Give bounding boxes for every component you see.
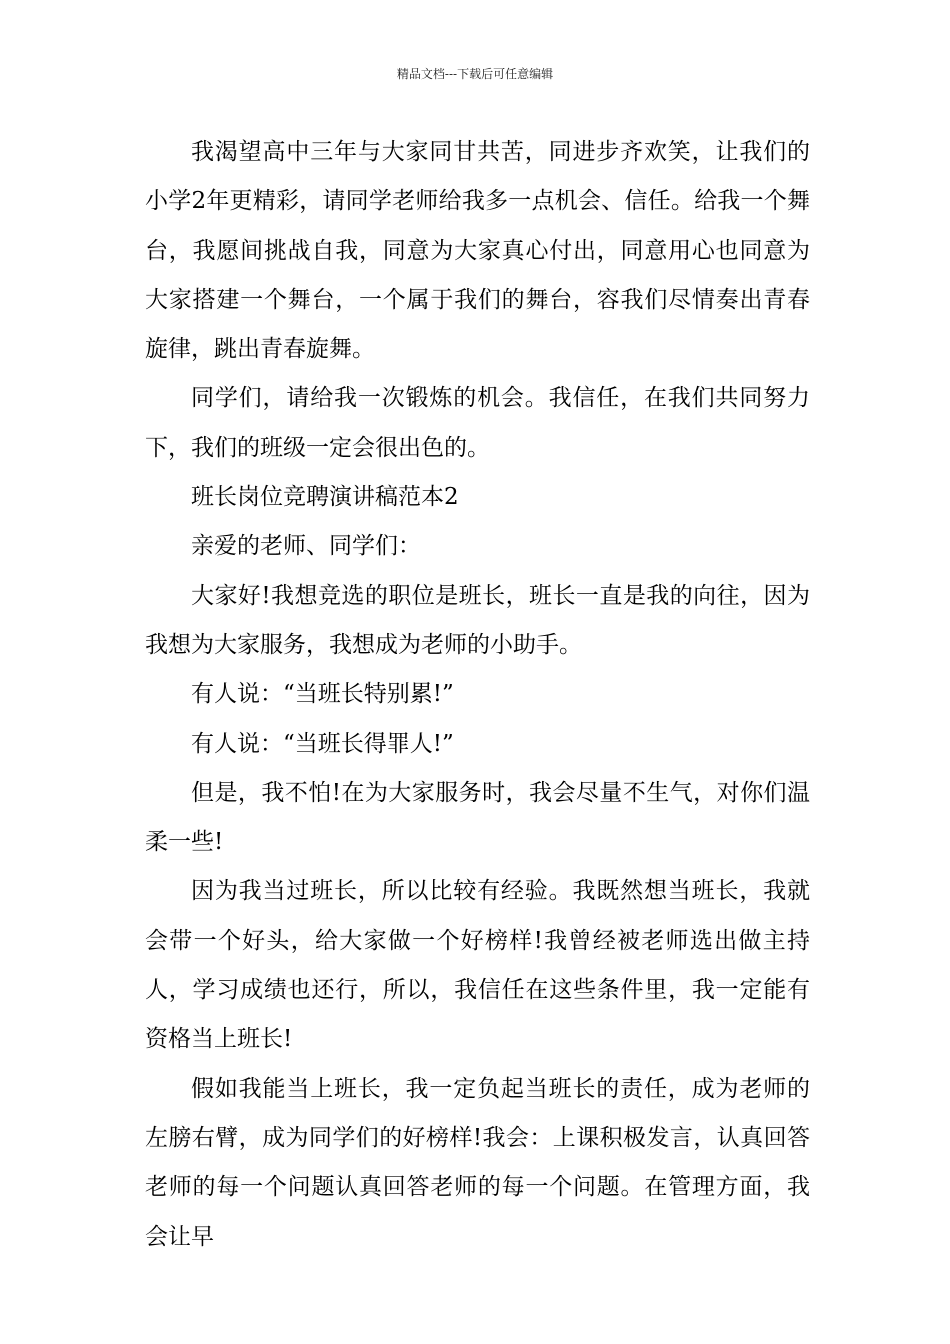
paragraph-5: 因为我当过班长，所以比较有经验。我既然想当班长，我就会带一个好头，给大家做一个好榜样!我曾经被老师选出做主持人，学习成绩也还行，所以，我信任在这些条件里，我一定能有资格当上班长! (145, 878, 810, 1053)
paragraph-4: 但是，我不怕!在为大家服务时，我会尽量不生气，对你们温柔一些! (145, 779, 810, 856)
quote-line-1: 有人说：“当班长特别累!” (191, 681, 454, 708)
salutation: 亲爱的老师、同学们： (191, 533, 421, 560)
paragraph-6: 假如我能当上班长，我一定负起当班长的责任，成为老师的左膀右臂，成为同学们的好榜样!我会：上课积极发言，认真回答老师的每一个问题认真回答老师的每一个问题。在管理方面，我会让早 (145, 1075, 810, 1250)
section-title: 班长岗位竞聘演讲稿范本2 (191, 484, 459, 511)
document-body (145, 128, 810, 1262)
paragraph-3: 大家好!我想竞选的职位是班长，班长一直是我的向往，因为我想为大家服务，我想成为老师的小助手。 (145, 582, 810, 658)
paragraph-2: 同学们，请给我一次锻炼的机会。我信任，在我们共同努力下，我们的班级一定会很出色的。 (145, 385, 810, 461)
paragraph-1: 我渴望高中三年与大家同甘共苦，同进步齐欢笑，让我们的小学2年更精彩，请同学老师给我多一点机会、信任。给我一个舞台，我愿间挑战自我，同意为大家真心付出，同意用心也同意为大家搭建一个舞台，一个属于我们的舞台，容我们尽情奏出青春旋律，跳出青春旋舞。 (145, 139, 810, 363)
page-header: 精品文档---下载后可任意编辑 (396, 67, 554, 81)
quote-line-2: 有人说：“当班长得罪人!” (191, 730, 454, 757)
